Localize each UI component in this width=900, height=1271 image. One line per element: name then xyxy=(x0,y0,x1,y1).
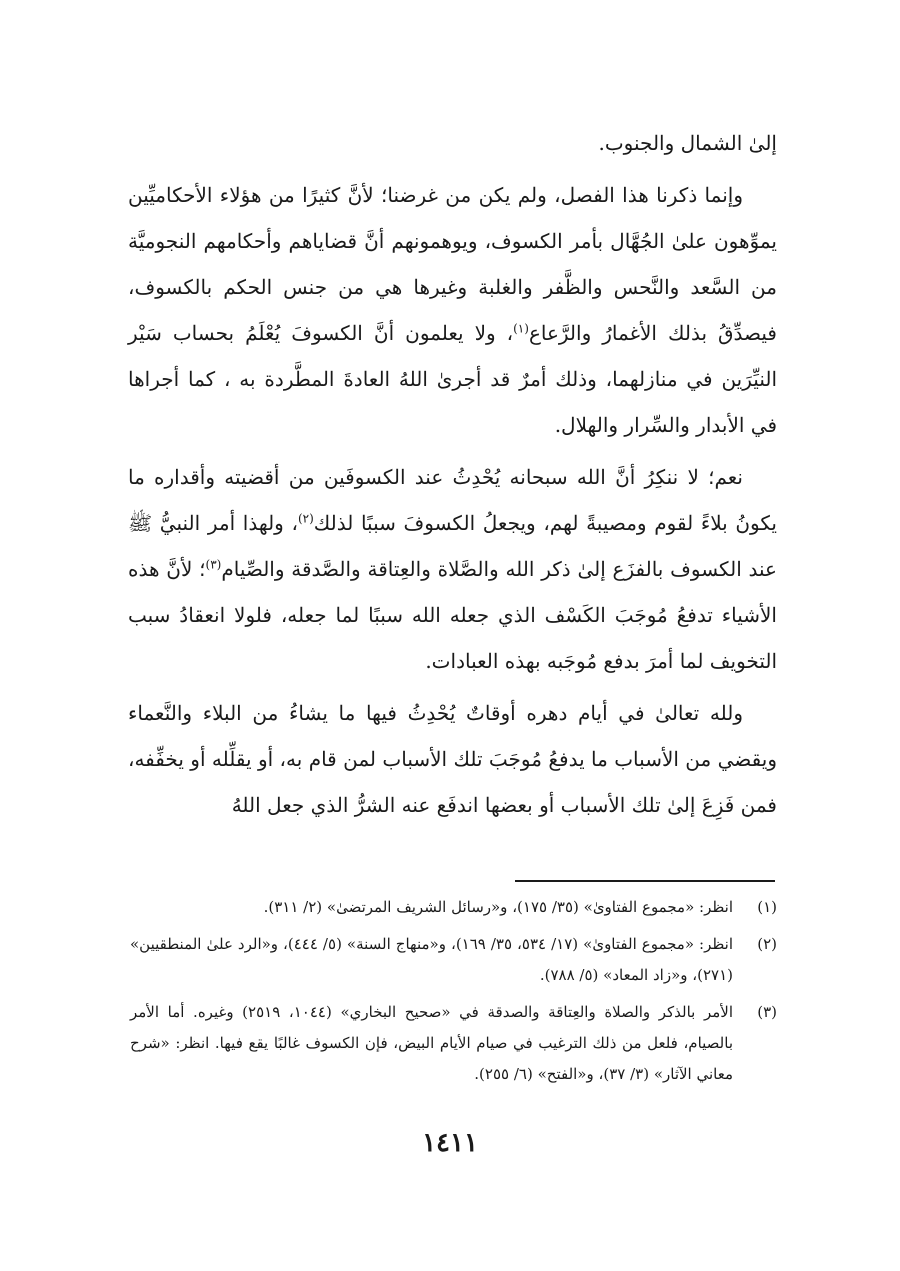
paragraph-3-text-mid: ، ولهذا أمر النبيُّ ﷺ عند الكسوف بالفزَع إلىٰ ذكر الله والصَّلاة والعِتاقة والصَّدقة والصِّيام xyxy=(128,511,777,581)
footnote-text: انظر: «مجموع الفتاوىٰ» (١٧/ ٥٣٤، ٣٥/ ١٦٩)، و«منهاج السنة» (٥/ ٤٤٤)، و«الرد علىٰ المنطقيين» (٢٧١)، و«زاد المعاد» (٥/ ٧٨٨). xyxy=(130,935,734,984)
main-text xyxy=(128,120,777,834)
footnote-separator xyxy=(515,880,775,882)
paragraph-1 xyxy=(128,120,777,166)
paragraph-3-text-end: ؛ لأنَّ هذه الأشياء تدفعُ مُوجَبَ الكَسْف الذي جعله الله سببًا لما جعله، فلولا انعقادُ سبب التخويف لما أمرَ بدفع مُوجَبه بهذه العبادات. xyxy=(128,557,777,673)
footnote-text: الأمر بالذكر والصلاة والعِتاقة والصدقة في «صحيح البخاري» (١٠٤٤، ٢٥١٩) وغيره. أما الأمر بالصيام، فلعل من ذلك الترغيب في صيام الأيام البيض، فإن الكسوف غالبًا يقع فيها. انظر: «شرح معاني الآثار» (٣/ ٣٧)، و«الفتح» (٦/ ٢٥٥). xyxy=(130,1003,734,1083)
footnote-number: (٢) xyxy=(757,935,777,953)
paragraph-2-text: وإنما ذكرنا هذا الفصل، ولم يكن من غرضنا؛ لأنَّ كثيرًا من هؤلاء الأحكاميِّين يموِّهون علىٰ الجُهَّال بأمر الكسوف، ويوهمونهم أنَّ قضاياهم وأحكامهم النجوميَّة من السَّعد والنَّحس والظَّفر والغلبة وغيرها هي من جنس الحكم بالكسوف، فيصدِّقُ بذلك الأغمارُ والرَّعاع xyxy=(128,183,777,345)
paragraph-3 xyxy=(128,454,777,684)
paragraph-2 xyxy=(128,172,777,448)
footnote-1 xyxy=(130,892,777,923)
footnote-2 xyxy=(130,929,777,991)
footnote-text: انظر: «مجموع الفتاوىٰ» (٣٥/ ١٧٥)، و«رسائل الشريف المرتضىٰ» (٢/ ٣١١). xyxy=(263,898,733,916)
paragraph-3-text: نعم؛ لا ننكِرُ أنَّ الله سبحانه يُحْدِثُ عند الكسوفَين من أقضيته وأقداره ما يكونُ بلاءً لقوم ومصيبةً لهم، ويجعلُ الكسوفَ سببًا لذلك xyxy=(128,465,777,535)
paragraph-1-text: إلىٰ الشمال والجنوب. xyxy=(598,131,777,155)
footnote-3 xyxy=(130,997,777,1090)
footnote-number: (١) xyxy=(757,898,777,916)
footnote-ref-2[interactable]: (٢) xyxy=(297,511,314,526)
footnote-ref-3[interactable]: (٣) xyxy=(205,557,222,572)
paragraph-4-text: ولله تعالىٰ في أيام دهره أوقاتٌ يُحْدِثُ فيها ما يشاءُ من البلاء والنَّعماء ويقضي من الأسباب ما يدفعُ مُوجَبَ تلك الأسباب لمن قام به، أو يقلِّله أو يخفِّفه، فمن فَزِعَ إلىٰ تلك الأسباب أو بعضها اندفَع عنه الشرُّ الذي جعل اللهُ xyxy=(128,701,777,817)
paragraph-4 xyxy=(128,690,777,828)
footnote-number: (٣) xyxy=(757,1003,777,1021)
page-number: ١٤١١ xyxy=(422,1128,478,1158)
paragraph-2-text-end: ، ولا يعلمون أنَّ الكسوفَ يُعْلَمُ بحساب سَيْر النيِّرَين في منازلهما، وذلك أمرٌ قد أجرىٰ اللهُ العادةَ المطَّردة به ، كما أجراها في الأبدار والسِّرار والهلال. xyxy=(128,321,777,437)
footnotes xyxy=(130,892,777,1096)
footnote-ref-1[interactable]: (١) xyxy=(513,321,529,336)
